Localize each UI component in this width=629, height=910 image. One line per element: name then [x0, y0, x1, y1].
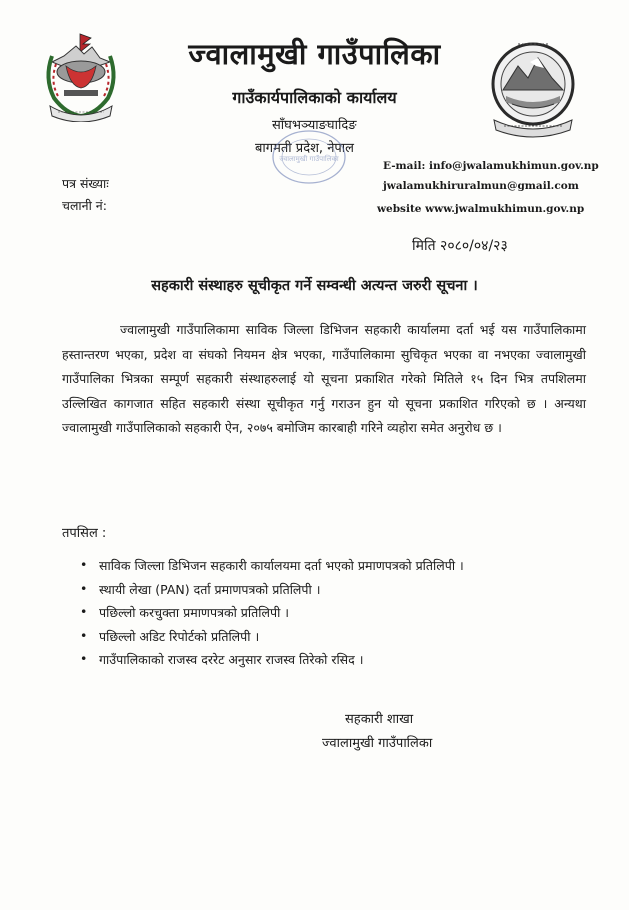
bullet-icon: •	[80, 627, 88, 643]
list-item	[80, 581, 464, 605]
contact-website: website www.jwalmukhimun.gov.np	[377, 203, 585, 215]
signature-department: सहकारी शाखा	[345, 712, 414, 727]
list-item	[80, 557, 464, 581]
list-item-text: साविक जिल्ला डिभिजन सहकारी कार्यालयमा दर्ता भएको प्रमाणपत्रको प्रतिलिपी ।	[99, 558, 464, 573]
requirements-list	[80, 557, 464, 675]
address-line-1: साँघभञ्याङघादिङ	[272, 118, 357, 133]
list-item-text: पछिल्लो अडिट रिपोर्टको प्रतिलिपी ।	[99, 628, 260, 644]
address-line-2: बागमती प्रदेश, नेपाल	[255, 141, 354, 156]
stamp-text: ज्वालामुखी गाउँपालिका	[279, 155, 339, 163]
bullet-icon: •	[80, 651, 88, 667]
list-item	[80, 604, 464, 628]
signature-office: ज्वालामुखी गाउँपालिका	[322, 736, 433, 751]
details-heading: तपसिल :	[62, 526, 107, 541]
office-stamp	[270, 128, 348, 186]
letter-date: मिति २०८०/०४/२३	[412, 238, 508, 254]
list-item-text: पछिल्लो करचुक्ता प्रमाणपत्रको प्रतिलिपी ।	[99, 605, 290, 621]
bullet-icon: •	[80, 580, 88, 596]
list-item	[80, 651, 464, 675]
bullet-icon: •	[80, 557, 88, 572]
office-title: ज्वालामुखी गाउँपालिका	[188, 37, 441, 71]
contact-email-2: jwalamukhiruralmun@gmail.com	[383, 180, 579, 192]
contact-email: E-mail: info@jwalamukhimun.gov.np	[383, 160, 599, 172]
dispatch-number-label: चलानी नं:	[62, 198, 107, 213]
list-item	[80, 628, 464, 652]
list-item-text: गाउँपालिकाको राजस्व दररेट अनुसार राजस्व तिरेको रसिद ।	[99, 652, 364, 668]
notice-subject: सहकारी संस्थाहरु सूचीकृत गर्ने सम्वन्धी अत्यन्त जरुरी सूचना ।	[151, 278, 478, 294]
notice-body: ज्वालामुखी गाउँपालिकामा साविक जिल्ला डिभिजन सहकारी कार्यालमा दर्ता भई यस गाउँपालिकामा हस्तान्तरण भएका, प्रदेश वा संघको नियमन क्षेत्र भएका, गाउँपालिकामा सुचिकृत भएका वा नभएका ज्वालामुखी गाउँपालिका भित्रका सम्पूर्ण सहकारी संस्थाहरुलाई यो सूचना प्रकाशित गरेको मितिले १५ दिन भित्र तपशिलमा उल्लिखित कागजात सहित सहकारी संस्था सूचीकृत गर्नु गराउन हुन यो सूचना प्रकाशित गरिएको छ । अन्यथा ज्वालामुखी गाउँपालिकाको सहकारी ऐन, २०७५ बमोजिम कारबाही गरिने व्यहोरा समेत अनुरोध छ ।	[62, 322, 586, 436]
letter-number-label: पत्र संख्याः	[62, 176, 109, 191]
bullet-icon: •	[80, 604, 88, 620]
office-subtitle: गाउँकार्यपालिकाको कार्यालय	[232, 88, 397, 107]
list-item-text: स्थायी लेखा (PAN) दर्ता प्रमाणपत्रको प्रतिलिपी ।	[99, 581, 321, 597]
